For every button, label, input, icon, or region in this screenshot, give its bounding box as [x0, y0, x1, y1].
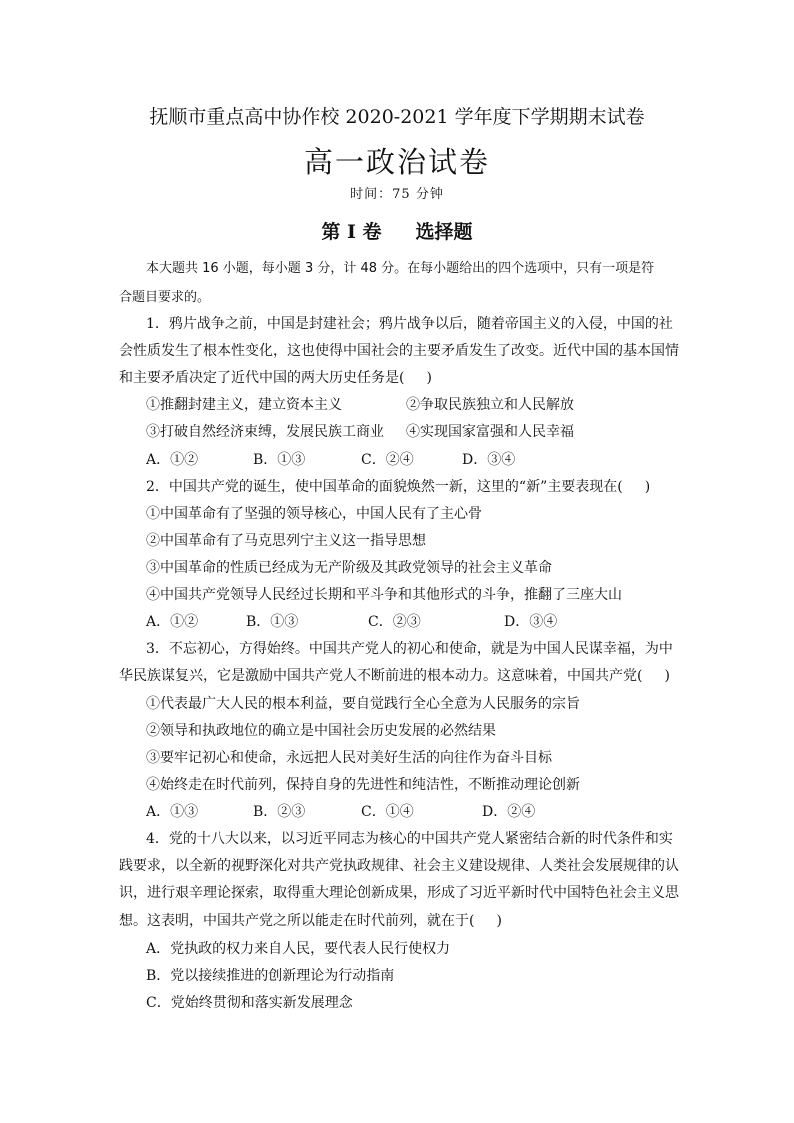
exam-title: 抚顺市重点高中协作校 2020-2021 学年度下学期期末试卷	[149, 106, 645, 128]
intro-line-1: 本大题共 16 小题，每小题 3 分，计 48 分。在每小题给出的四个选项中，只有一项是符	[146, 261, 655, 276]
q3-item-4: ④始终走在时代前列，保持自身的先进性和纯洁性，不断推动理论创新	[146, 777, 580, 793]
subject-title: 高一政治试卷	[303, 145, 490, 179]
q2-option-d: D．③④	[504, 614, 558, 630]
section-name: 选择题	[415, 221, 473, 243]
q2-answer-paren: )	[644, 479, 651, 495]
q2-option-a: A．①②	[146, 614, 199, 630]
q1-option-a: A．①②	[146, 452, 199, 468]
q3-option-a: A．①③	[146, 804, 199, 820]
q2-option-c: C．②③	[368, 614, 421, 630]
q3-item-3: ③要牢记初心和使命，永远把人民对美好生活的向往作为奋斗目标	[146, 750, 552, 766]
q4-stem-text: 想。这表明，中国共产党之所以能走在时代前列，就在于(	[119, 913, 475, 929]
section-heading	[0, 219, 794, 245]
q1-option-d: D．③④	[462, 452, 516, 468]
q3-item-2: ②领导和执政地位的确立是中国社会历史发展的必然结果	[146, 723, 496, 739]
q2-option-b: B．①③	[246, 614, 299, 630]
q4-stem-line-3: 识，进行艰辛理论探索，取得重大理论创新成果，形成了习近平新时代中国特色社会主义思	[119, 885, 679, 901]
q2-stem-line-1	[146, 477, 650, 497]
q3-stem-text: 华民族谋复兴，它是激励中国共产党人不断前进的根本动力。这意味着，中国共产党(	[119, 668, 643, 684]
q3-stem-line-2	[119, 666, 670, 686]
q4-option-c: C．党始终贯彻和落实新发展理念	[146, 995, 353, 1011]
q1-stem-line-3	[119, 368, 432, 388]
q2-item-4: ④中国共产党领导人民经过长期和平斗争和其他形式的斗争，推翻了三座大山	[146, 587, 622, 603]
q1-stem-text: 和主要矛盾决定了近代中国的两大历史任务是(	[119, 370, 405, 386]
q2-item-1: ①中国革命有了坚强的领导核心，中国人民有了主心骨	[146, 506, 482, 522]
q1-option-c: C．②④	[361, 452, 414, 468]
q1-answer-paren: )	[426, 370, 432, 386]
q4-stem-line-4	[119, 911, 502, 931]
q1-item-1: ①推翻封建主义，建立资本主义	[146, 397, 342, 413]
q3-option-b: B．②③	[253, 804, 306, 820]
q1-stem-line-1: 1．鸦片战争之前，中国是封建社会；鸦片战争以后，随着帝国主义的入侵，中国的社	[146, 316, 673, 332]
q1-item-4: ④实现国家富强和人民幸福	[406, 424, 574, 440]
q4-option-b: B．党以接续推进的创新理论为行动指南	[146, 968, 395, 984]
q3-option-d: D．②④	[482, 804, 536, 820]
exam-time: 时间：75 分钟	[350, 187, 444, 202]
q4-stem-line-2: 践要求，以全新的视野深化对共产党执政规律、社会主义建设规律、人类社会发展规律的认	[119, 858, 679, 874]
q3-option-c: C．①④	[361, 804, 414, 820]
q1-option-b: B．①③	[253, 452, 306, 468]
q2-item-3: ③中国革命的性质已经成为无产阶级及其政党领导的社会主义革命	[146, 560, 552, 576]
q3-stem-line-1: 3．不忘初心，方得始终。中国共产党人的初心和使命，就是为中国人民谋幸福，为中	[146, 641, 673, 657]
q3-item-1: ①代表最广大人民的根本利益，要自觉践行全心全意为人民服务的宗旨	[146, 696, 580, 712]
q2-stem-text: 2．中国共产党的诞生，使中国革命的面貌焕然一新，这里的“新”主要表现在(	[146, 479, 623, 495]
q1-item-3: ③打破自然经济束缚，发展民族工商业	[146, 424, 384, 440]
q4-stem-line-1: 4．党的十八大以来，以习近平同志为核心的中国共产党人紧密结合新的时代条件和实	[146, 831, 673, 847]
q4-answer-paren: )	[496, 913, 502, 929]
q1-stem-line-2: 会性质发生了根本性变化，这也使得中国社会的主要矛盾发生了改变。近代中国的基本国情	[119, 343, 679, 359]
q1-item-2: ②争取民族独立和人民解放	[406, 397, 574, 413]
section-part: 第 I 卷	[321, 221, 382, 243]
intro-line-2: 合题目要求的。	[119, 290, 211, 305]
q3-answer-paren: )	[664, 668, 670, 684]
q2-item-2: ②中国革命有了马克思列宁主义这一指导思想	[146, 533, 426, 549]
q4-option-a: A．党执政的权力来自人民，要代表人民行使权力	[146, 941, 451, 957]
